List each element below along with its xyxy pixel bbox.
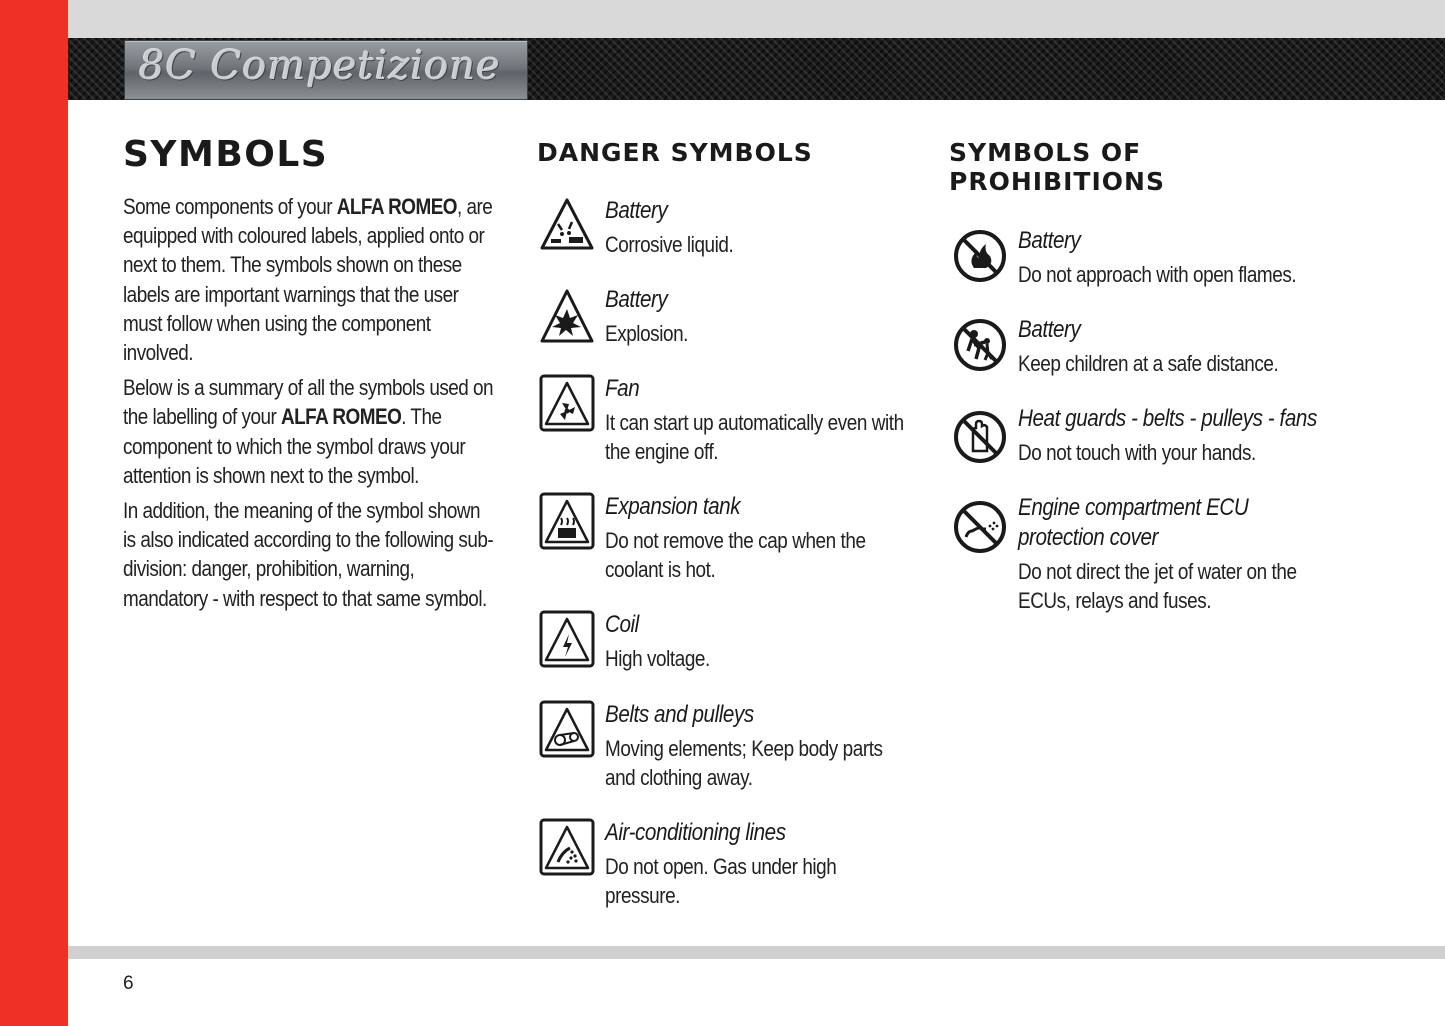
page-title: SYMBOLS — [123, 134, 329, 175]
danger-item-title: Air-conditioning lines — [605, 819, 786, 846]
danger-item-title: Coil — [605, 611, 639, 638]
prohibition-item-title: Heat guards - belts - pulleys - fans — [1018, 405, 1317, 432]
danger-item-desc: High voltage. — [605, 646, 710, 671]
danger-item-title: Battery — [605, 286, 668, 313]
prohibition-item-desc: Do not touch with your hands. — [1018, 440, 1256, 465]
no-open-flames-icon — [952, 226, 1008, 284]
bottom-grey-band — [68, 946, 1445, 959]
danger-item-desc: Do not remove the cap when the coolant is hot. — [605, 528, 866, 582]
prohibition-symbols-heading: SYMBOLS OF PROHIBITIONS — [949, 138, 1165, 196]
danger-item-title: Belts and pulleys — [605, 701, 754, 728]
header-banner — [68, 38, 1445, 100]
intro-text — [123, 192, 495, 619]
prohibition-item-title: Engine compartment ECU protection cover — [1018, 494, 1249, 551]
top-grey-band — [68, 0, 1445, 38]
pressure-warning-icon — [539, 818, 595, 876]
intro-paragraph-1: Some components of your ALFA ROMEO, are equipped with coloured labels, applied onto or next to them. The symbols shown on these labels are important warnings that the user must follow when using the component involved. — [123, 194, 493, 366]
page-number: 6 — [123, 973, 134, 994]
danger-item-desc: Corrosive liquid. — [605, 232, 734, 257]
intro-paragraph-2: Below is a summary of all the symbols used on the labelling of your ALFA ROMEO. The component to which the symbol draws your attention is shown next to the symbol. — [123, 375, 494, 488]
prohibition-item-desc: Keep children at a safe distance. — [1018, 351, 1279, 376]
no-touch-icon — [952, 404, 1008, 466]
no-water-jet-icon — [952, 493, 1008, 555]
danger-item-title: Fan — [605, 375, 640, 402]
hot-coolant-warning-icon — [539, 492, 595, 550]
prohibition-item-title: Battery — [1018, 227, 1081, 254]
danger-item-desc: It can start up automatically even with the engine off. — [605, 410, 904, 464]
prohibition-item-desc: Do not direct the jet of water on the ECUs, relays and fuses. — [1018, 559, 1297, 613]
danger-item-title: Battery — [605, 197, 668, 224]
prohibition-item-title: Battery — [1018, 316, 1081, 343]
prohibition-item-desc: Do not approach with open flames. — [1018, 262, 1297, 287]
red-side-strip — [0, 0, 68, 1026]
intro-paragraph-3: In addition, the meaning of the symbol shown is also indicated according to the following sub-division: danger, prohibition, warning, mandatory - with respect to that same symbol. — [123, 498, 494, 611]
danger-symbols-heading: DANGER SYMBOLS — [537, 138, 813, 167]
danger-item-desc: Do not open. Gas under high pressure. — [605, 854, 837, 908]
belts-warning-icon — [539, 700, 595, 758]
no-children-icon — [952, 315, 1008, 373]
fan-warning-icon — [539, 374, 595, 432]
danger-item-desc: Moving elements; Keep body parts and clothing away. — [605, 736, 883, 790]
explosion-warning-icon — [539, 285, 595, 345]
logo-plate — [124, 40, 528, 100]
logo: 8C Competizione — [139, 43, 501, 89]
high-voltage-warning-icon — [539, 610, 595, 668]
corrosive-warning-icon — [539, 196, 595, 252]
danger-item-title: Expansion tank — [605, 493, 741, 520]
danger-item-desc: Explosion. — [605, 321, 689, 346]
